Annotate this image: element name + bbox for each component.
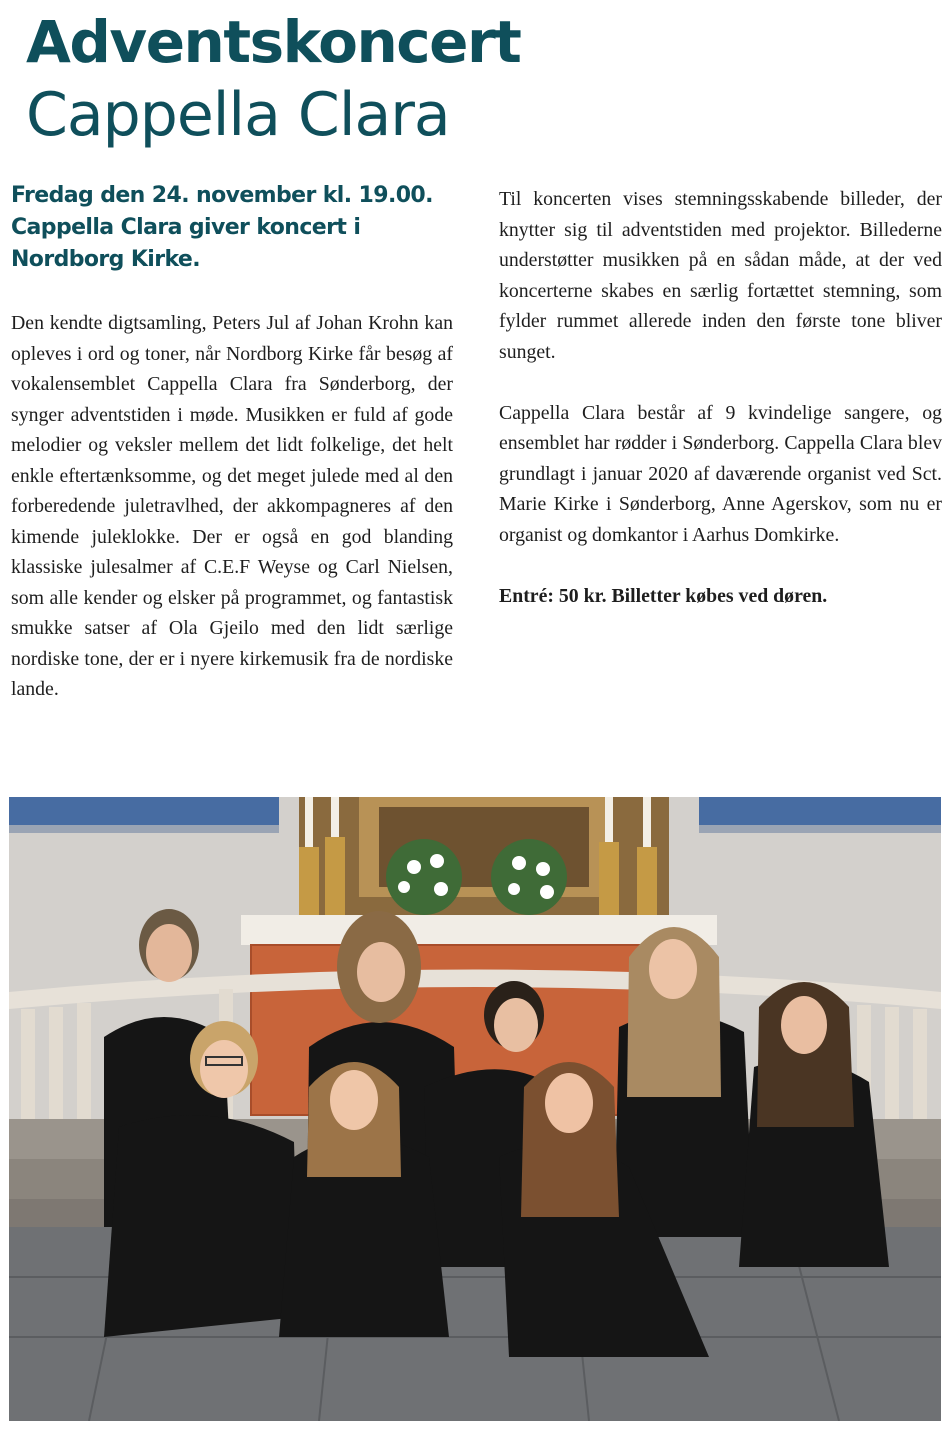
page-subtitle: Cappella Clara <box>26 80 450 150</box>
left-column <box>11 308 453 705</box>
body-paragraph-3: Cappella Clara består af 9 kvindelige sangere, og ensemblet har rødder i Sønderborg. Cappella Clara blev grundlagt i januar 2020 af daværende organist ved Sct. Marie Kirke i Sønderborg, Anne Agerskov, som nu er organist og domkantor i Aarhus Domkirke. <box>499 401 942 546</box>
flower-arrangement-right <box>491 839 567 915</box>
right-column <box>499 184 942 611</box>
page-title: Adventskoncert <box>26 8 521 76</box>
choir-photo-illustration <box>9 797 941 1421</box>
stained-glass-right <box>699 797 941 825</box>
lead-paragraph: Fredag den 24. november kl. 19.00. Cappella Clara giver koncert i Nordborg Kirke. <box>11 183 433 272</box>
flower-arrangement-left <box>386 839 462 915</box>
choir-photo <box>9 797 941 1421</box>
ticket-price-line: Entré: 50 kr. Billetter købes ved døren. <box>499 584 828 607</box>
candle <box>305 797 313 847</box>
body-paragraph-1: Den kendte digtsamling, Peters Jul af Johan Krohn kan opleves i ord og toner, når Nordborg Kirke får besøg af vokalensemblet Cappella Clara fra Sønderborg, der synger adventstiden i møde. Musikken er fuld af gode melodier og veksler mellem det lidt folkelige, det helt enkle eftertænksomme, og det meget julede med al den forberedende juletravlhed, der akkompagneres af den kimende juleklokke. Der er også en god blanding klassiske julesalmer af C.E.F Weyse og Carl Nielsen, som alle kender og elsker på programmet, og fantastisk smukke satser af Ola Gjeilo med den lidt særlige nordiske tone, der er i nyere kirkemusik fra de nordiske lande. <box>11 312 453 700</box>
body-paragraph-2: Til koncerten vises stemningsskabende billeder, der knytter sig til adventstiden med projektor. Billederne understøtter musikken på en sådan måde, at der ved koncerterne skabes en særlig fortættet stemning, som fylder rummet allerede inden den første tone bliver sunget. <box>499 188 942 363</box>
stained-glass-left <box>9 797 279 825</box>
